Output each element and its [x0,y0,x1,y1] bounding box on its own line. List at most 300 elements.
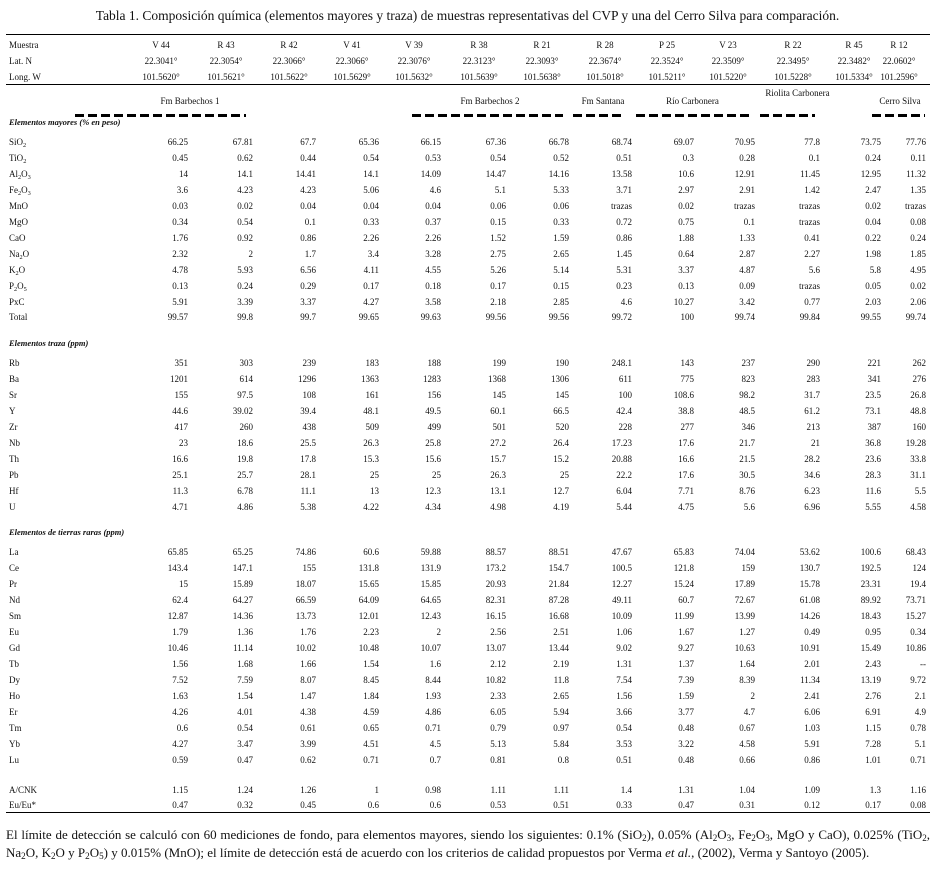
table-cell: 5.94 [553,707,569,717]
table-cell: 0.71 [910,755,926,765]
table-cell: 1.66 [300,659,316,669]
table-cell: 160 [912,422,926,432]
header-cell: 22.3482° [837,56,871,66]
table-cell: 1.01 [865,755,881,765]
row-label: Eu [9,627,19,637]
table-cell: 0.53 [425,153,441,163]
table-row [0,688,935,704]
group-underline [412,114,563,117]
table-cell: 13.99 [734,611,755,621]
table-cell: 3.28 [425,249,441,259]
row-label: SiO$_2$ [9,137,27,149]
table-cell: 0.51 [553,800,569,810]
table-cell: 0.45 [172,153,188,163]
table-cell: 53.62 [799,547,820,557]
table-cell: 64.65 [420,595,441,605]
table-cell: 0.47 [172,800,188,810]
table-cell: 108 [302,390,316,400]
table-cell: 15.49 [860,643,881,653]
table-cell: 4.23 [237,185,253,195]
table-cell: 0.34 [172,217,188,227]
group-label: Cerro Silva [879,96,921,106]
table-cell: 77.8 [804,137,820,147]
table-cell: 4.23 [300,185,316,195]
table-cell: 15.3 [363,454,379,464]
table-cell: 4.19 [553,502,569,512]
table-cell: 49.11 [612,595,632,605]
table-cell: 1.64 [739,659,755,669]
table-cell: 99.72 [611,312,632,322]
header-cell: 22.3041° [144,56,178,66]
table-cell: 0.04 [300,201,316,211]
table-cell: 4.51 [363,739,379,749]
table-cell: 0.3 [682,153,694,163]
table-cell: 65.25 [232,547,253,557]
table-cell: 0.98 [425,785,441,795]
table-cell: 69.07 [673,137,694,147]
row-label: Total [9,312,28,322]
table-cell: 0.04 [425,201,441,211]
table-cell: 66.59 [295,595,316,605]
table-cell: 88.51 [548,547,569,557]
table-cell: 66.5 [553,406,569,416]
table-cell: 2.01 [804,659,820,669]
table-cell: 73.1 [865,406,881,416]
group-label: Fm Santana [581,96,625,106]
table-cell: 99.56 [548,312,569,322]
header-label: Muestra [9,40,39,50]
table-cell: 5.8 [869,265,881,275]
table-cell: 0.64 [678,249,694,259]
table-cell: 66.25 [167,137,188,147]
table-cell: 5.91 [804,739,820,749]
table-row [0,672,935,688]
table-cell: 303 [239,358,253,368]
table-cell: 0.47 [237,755,253,765]
table-cell: 0.04 [865,217,881,227]
table-cell: 33.8 [910,454,926,464]
table-cell: 0.86 [804,755,820,765]
table-cell: 14.16 [548,169,569,179]
table-cell: 7.39 [678,675,694,685]
table-cell: 2.32 [172,249,188,259]
header-cell: 101.5622° [270,72,308,82]
header-cell: 22.3495° [776,56,810,66]
table-cell: 108.6 [673,390,694,400]
table-cell: 501 [492,422,506,432]
table-cell: 2.06 [910,297,926,307]
table-cell: 0.34 [910,627,926,637]
table-cell: 21.5 [739,454,755,464]
table-cell: 9.72 [910,675,926,685]
row-label: MnO [9,201,29,211]
table-cell: 61.2 [804,406,820,416]
header-cell: P 25 [659,40,675,50]
table-cell: 10.07 [420,643,441,653]
table-cell: 12.7 [553,486,569,496]
table-cell: 12.95 [860,169,881,179]
table-cell: 2.75 [490,249,506,259]
table-cell: 28.2 [804,454,820,464]
table-cell: 2.43 [865,659,881,669]
table-cell: 0.54 [363,153,379,163]
table-cell: 1.16 [910,785,926,795]
table-cell: 18.07 [295,579,316,589]
table-row [0,278,935,294]
table-row [0,797,935,813]
table-cell: 4.38 [300,707,316,717]
table-cell: 173.2 [485,563,506,573]
table-cell: 0.6 [176,723,188,733]
table-cell: 2.18 [490,297,506,307]
table-cell: 13.58 [611,169,632,179]
table-cell: 68.74 [611,137,632,147]
table-cell: 9.02 [616,643,632,653]
table-cell: 1201 [170,374,188,384]
table-cell: 11.34 [800,675,820,685]
table-cell: 14 [179,169,188,179]
row-label: A/CNK [9,785,38,795]
row-label: Tm [9,723,22,733]
table-cell: 2.97 [678,185,694,195]
table-cell: 192.5 [860,563,881,573]
table-cell: 1.04 [739,785,755,795]
table-cell: 143.4 [167,563,188,573]
table-cell: 10.48 [358,643,379,653]
table-cell: 1.11 [553,785,569,795]
row-label: $Na_2O$ [9,249,30,261]
table-cell: 1.52 [490,233,506,243]
table-cell: 16.15 [485,611,506,621]
table-cell: 4.5 [429,739,441,749]
header-cell: 101.5018° [586,72,624,82]
table-cell: 438 [302,422,316,432]
table-cell: 26.3 [490,470,506,480]
table-row [0,499,935,515]
table-cell: 4.78 [172,265,188,275]
table-cell: 13 [370,486,379,496]
table-cell: trazas [799,201,820,211]
table-cell: 5.31 [616,265,632,275]
group-underline [636,114,750,117]
row-label: Sm [9,611,22,621]
table-cell: 1.4 [620,785,632,795]
table-cell: 509 [365,422,379,432]
table-cell: 77.76 [905,137,926,147]
header-cell: R 43 [217,40,235,50]
table-cell: 13.44 [548,643,569,653]
table-cell: 16.6 [678,454,694,464]
table-cell: 823 [741,374,755,384]
table-cell: 1306 [551,374,569,384]
table-cell: 1.26 [300,785,316,795]
table-cell: 0.51 [616,755,632,765]
table-cell: 2.65 [553,249,569,259]
table-row [0,246,935,262]
table-cell: 1.24 [237,785,253,795]
table-cell: 0.13 [172,281,188,291]
header-cell: 101.5621° [207,72,245,82]
row-label: $Fe_2O_3$ [9,185,31,197]
table-cell: 3.99 [300,739,316,749]
table-cell: 2.47 [865,185,881,195]
table-cell: 27.2 [490,438,506,448]
table-cell: trazas [799,217,820,227]
table-row [0,294,935,310]
table-cell: 8.44 [425,675,441,685]
table-cell: 61.08 [799,595,820,605]
table-cell: 11.1 [300,486,316,496]
table-cell: 0.97 [553,723,569,733]
table-cell: 0.23 [616,281,632,291]
table-cell: 3.42 [739,297,755,307]
table-cell: 0.86 [300,233,316,243]
table-cell: 1.06 [616,627,632,637]
table-cell: 14.1 [363,169,379,179]
table-row [0,214,935,230]
row-label: Nd [9,595,20,605]
table-cell: 7.28 [865,739,881,749]
table-cell: 99.74 [734,312,755,322]
table-cell: 1.63 [172,691,188,701]
table-cell: 60.7 [678,595,694,605]
table-cell: 1.76 [172,233,188,243]
table-cell: 0.47 [678,800,694,810]
table-cell: -- [920,659,926,669]
table-cell: 199 [492,358,506,368]
table-cell: 65.36 [358,137,379,147]
table-cell: 64.09 [358,595,379,605]
table-cell: 26.3 [363,438,379,448]
section-title: Elementos traza (ppm) [9,338,89,348]
detection-limit-note: El límite de detección se calculó con 60 mediciones de fondo, para elementos mayores, siendo los siguientes: 0.1% (SiO$_2$), 0.05% ($Al_2O_3$, $Fe_2O_3$, MgO y CaO), 0.025% (TiO$_2$, $Na_2O$, $K_2O$ y $P_2O_5$) y 0.015% (MnO); el límite de detección está de acuerdo con los criterios de calidad propuestos por Verma et al., (2002), Verma y Santoyo (2005). [6,827,930,861]
table-row [0,752,935,768]
table-cell: 5.84 [553,739,569,749]
table-row [0,560,935,576]
table-cell: 0.09 [739,281,755,291]
table-cell: 1.76 [300,627,316,637]
table-cell: 8.45 [363,675,379,685]
table-cell: 4.26 [172,707,188,717]
header-cell: 22.3524° [650,56,684,66]
table-row [0,371,935,387]
table-cell: 1.56 [616,691,632,701]
table-row [0,198,935,214]
table-cell: 2.23 [363,627,379,637]
table-cell: 4.9 [914,707,926,717]
header-cell: 101.5228° [774,72,812,82]
table-cell: 145 [492,390,506,400]
table-cell: 73.71 [905,595,926,605]
table-cell: 0.31 [739,800,755,810]
table-cell: 0.48 [678,755,694,765]
table-cell: 99.8 [237,312,253,322]
row-label: Nb [9,438,20,448]
table-cell: 5.5 [914,486,926,496]
table-cell: 4.75 [678,502,694,512]
table-cell: 15 [179,579,188,589]
table-cell: 0.95 [865,627,881,637]
table-cell: 0.13 [678,281,694,291]
table-cell: 25.8 [425,438,441,448]
table-cell: 99.84 [799,312,820,322]
table-cell: 0.1 [304,217,316,227]
header-cell: R 12 [890,40,908,50]
table-cell: 4.55 [425,265,441,275]
table-cell: 4.71 [172,502,188,512]
header-cell: 22.3066° [335,56,369,66]
table-cell: 25.1 [172,470,188,480]
table-cell: 25 [370,470,379,480]
table-cell: 7.54 [616,675,632,685]
table-cell: 6.05 [490,707,506,717]
table-cell: 3.66 [616,707,632,717]
row-label: U [9,502,16,512]
table-cell: 276 [912,374,926,384]
header-cell: V 44 [152,40,170,50]
table-cell: 67.7 [300,137,316,147]
table-cell: 1.11 [490,785,506,795]
table-cell: 66.15 [420,137,441,147]
group-label: Fm Barbechos 2 [460,96,520,106]
table-cell: 88.57 [485,547,506,557]
table-cell: 0.66 [739,755,755,765]
header-top-rule [6,34,930,35]
table-cell: 1368 [488,374,506,384]
table-cell: 65.85 [167,547,188,557]
row-label: Ce [9,563,19,573]
table-cell: 351 [174,358,188,368]
table-cell: 1.45 [616,249,632,259]
table-cell: 2.51 [553,627,569,637]
group-underline [573,114,624,117]
row-label: La [9,547,19,557]
table-cell: 131.8 [358,563,379,573]
table-cell: 48.1 [363,406,379,416]
table-row [0,592,935,608]
header-cell: 22.3066° [272,56,306,66]
table-cell: 17.6 [678,470,694,480]
table-cell: 0.59 [172,755,188,765]
table-cell: 0.78 [910,723,926,733]
table-cell: 8.76 [739,486,755,496]
table-cell: 1296 [298,374,316,384]
table-cell: 22.2 [616,470,632,480]
table-cell: 4.86 [425,707,441,717]
table-cell: 0.02 [910,281,926,291]
row-label: Eu/Eu* [9,800,36,810]
table-cell: 6.56 [300,265,316,275]
table-cell: 25.7 [237,470,253,480]
table-cell: 260 [239,422,253,432]
header-cell: R 42 [280,40,298,50]
table-cell: 2.85 [553,297,569,307]
table-cell: 4.6 [429,185,441,195]
table-cell: 0.33 [553,217,569,227]
table-cell: 0.54 [237,217,253,227]
table-cell: 0.6 [429,800,441,810]
table-cell: 49.5 [425,406,441,416]
table-cell: 0.28 [739,153,755,163]
table-cell: 0.17 [865,800,881,810]
table-cell: 121.8 [673,563,694,573]
table-cell: 0.02 [865,201,881,211]
table-row [0,309,935,325]
table-cell: 4.87 [739,265,755,275]
table-cell: 42.4 [616,406,632,416]
table-cell: 1.36 [237,627,253,637]
table-cell: 4.7 [743,707,755,717]
table-cell: 10.6 [678,169,694,179]
group-label: Riolita Carbonera [765,88,830,98]
table-cell: 6.78 [237,486,253,496]
table-row [0,419,935,435]
table-cell: 100.6 [860,547,881,557]
table-cell: 10.27 [673,297,694,307]
table-cell: 8.07 [300,675,316,685]
table-cell: 10.46 [167,643,188,653]
table-cell: 1.85 [910,249,926,259]
table-cell: 0.24 [237,281,253,291]
row-label: Ho [9,691,20,701]
header-cell: 101.5639° [460,72,498,82]
table-cell: 18.43 [860,611,881,621]
table-cell: 8.39 [739,675,755,685]
table-cell: 7.52 [172,675,188,685]
table-cell: 1.35 [910,185,926,195]
table-cell: 11.14 [233,643,253,653]
table-title: Tabla 1. Composición química (elementos mayores y traza) de muestras representativas del CVP y una del Cerro Silva para comparación. [95,8,840,23]
table-cell: 23 [179,438,188,448]
table-cell: 3.47 [237,739,253,749]
row-label: Yb [9,739,20,749]
table-cell: 15.24 [673,579,694,589]
table-cell: 15.2 [553,454,569,464]
row-label: Th [9,454,19,464]
table-row [0,576,935,592]
row-label: $K_2O$ [9,265,26,277]
table-cell: 12.3 [425,486,441,496]
table-cell: 0.24 [910,233,926,243]
table-cell: 14.1 [237,169,253,179]
table-cell: 23.31 [860,579,881,589]
table-cell: 2.91 [739,185,755,195]
table-cell: 0.15 [490,217,506,227]
table-cell: trazas [611,201,632,211]
table-cell: 159 [741,563,755,573]
table-cell: 1.67 [678,627,694,637]
table-cell: 19.28 [905,438,926,448]
table-cell: 0.77 [804,297,820,307]
table-cell: 290 [806,358,820,368]
table-cell: 99.7 [300,312,316,322]
table-cell: 1.09 [804,785,820,795]
header-cell: 22.3123° [462,56,496,66]
row-label: Pb [9,470,19,480]
table-cell: 0.05 [865,281,881,291]
table-cell: 0.02 [237,201,253,211]
table-cell: 99.55 [860,312,881,322]
table-cell: 9.27 [678,643,694,653]
table-cell: 87.28 [548,595,569,605]
table-row [0,182,935,198]
table-cell: 2.87 [739,249,755,259]
header-cell: R 22 [784,40,802,50]
table-cell: 0.81 [490,755,506,765]
header-cell: 22.3509° [711,56,745,66]
table-cell: 614 [239,374,253,384]
table-cell: 2.41 [804,691,820,701]
